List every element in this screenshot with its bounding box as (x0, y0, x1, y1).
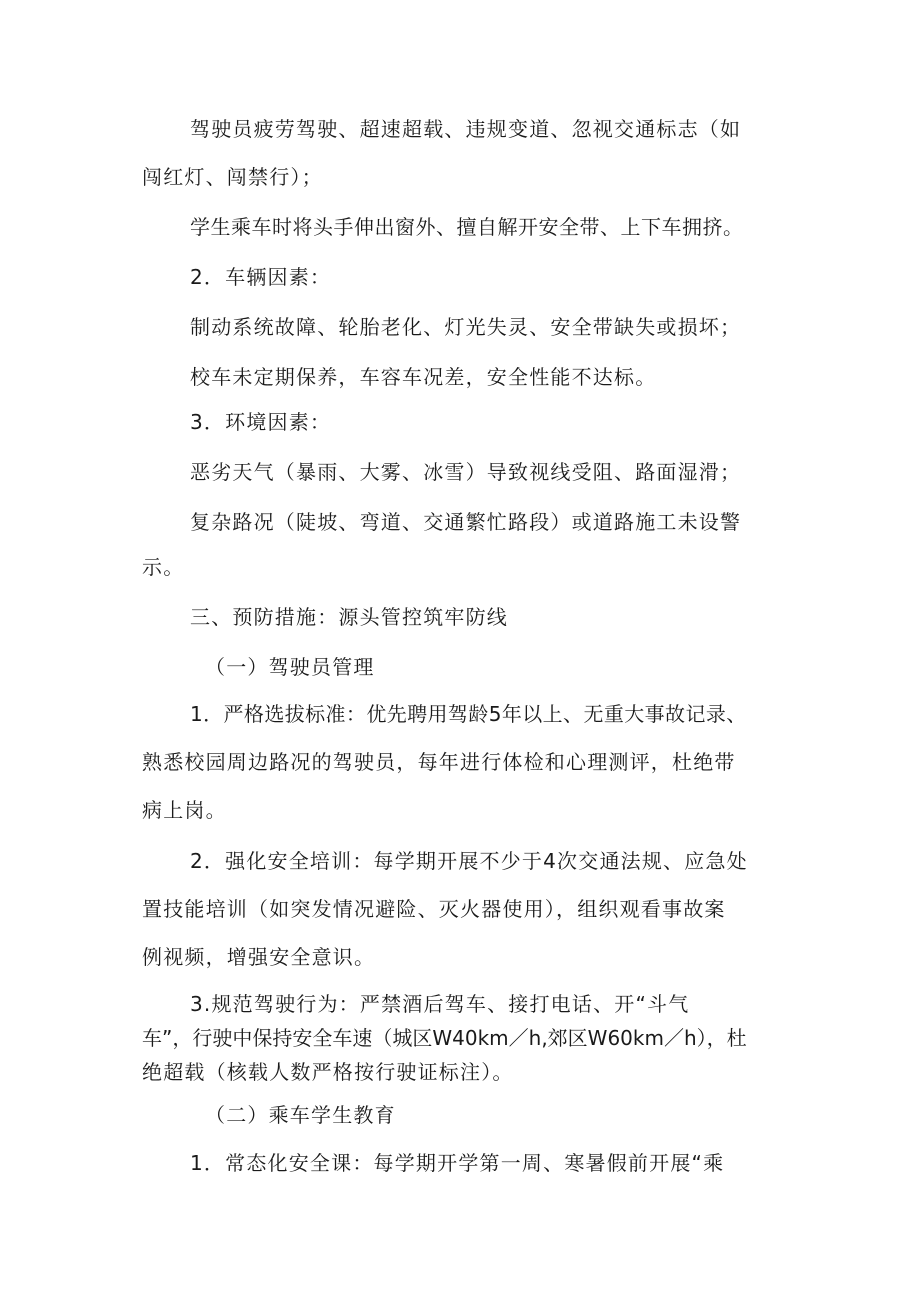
paragraph-line: 3.规范驾驶行为：严禁酒后驾车、接打电话、开“斗气 (190, 992, 690, 1016)
paragraph-line: 恶劣天气（暴雨、大雾、冰雪）导致视线受阻、路面湿滑； (190, 460, 742, 484)
section-heading: 三、预防措施：源头管控筑牢防线 (190, 605, 508, 629)
paragraph-line: 病上岗。 (142, 798, 227, 822)
paragraph-line: 置技能培训（如突发情况避险、灭火器使用），组织观看事故案 (142, 897, 726, 921)
subsection-heading: （一）驾驶员管理 (205, 655, 375, 679)
paragraph-line: 闯红灯、闯禁行）； (142, 165, 323, 189)
paragraph-line: 示。 (142, 555, 185, 579)
paragraph-line: 熟悉校园周边路况的驾驶员，每年进行体检和心理测评，杜绝带 (142, 750, 736, 774)
paragraph-line: 复杂路况（陡坡、弯道、交通繁忙路段）或道路施工未设警 (190, 510, 742, 534)
paragraph-line: 校车未定期保养，车容车况差，安全性能不达标。 (190, 365, 657, 389)
paragraph-line: 绝超载（核载人数严格按行驶证标注）。 (142, 1060, 514, 1084)
section-subheading: 2．车辆因素： (190, 265, 332, 289)
paragraph-line: 1．严格选拔标准：优先聘用驾龄5年以上、无重大事故记录、 (190, 702, 747, 726)
paragraph-line: 1．常态化安全课：每学期开学第一周、寒暑假前开展“乘 (190, 1151, 725, 1175)
paragraph-line: 制动系统故障、轮胎老化、灯光失灵、安全带缺失或损坏； (190, 315, 742, 339)
section-subheading: 3．环境因素： (190, 410, 332, 434)
paragraph-line: 学生乘车时将头手伸出窗外、擅自解开安全带、上下车拥挤。 (190, 215, 744, 239)
paragraph-line: 车”，行驶中保持安全车速（城区W40km／h,郊区W60km／h），杜 (142, 1026, 747, 1050)
paragraph-line: 驾驶员疲劳驾驶、超速超载、违规变道、忽视交通标志（如 (190, 117, 742, 141)
paragraph-line: 例视频，增强安全意识。 (142, 945, 376, 969)
subsection-heading: （二）乘车学生教育 (205, 1103, 396, 1127)
paragraph-line: 2．强化安全培训：每学期开展不少于4次交通法规、应急处 (190, 849, 748, 873)
